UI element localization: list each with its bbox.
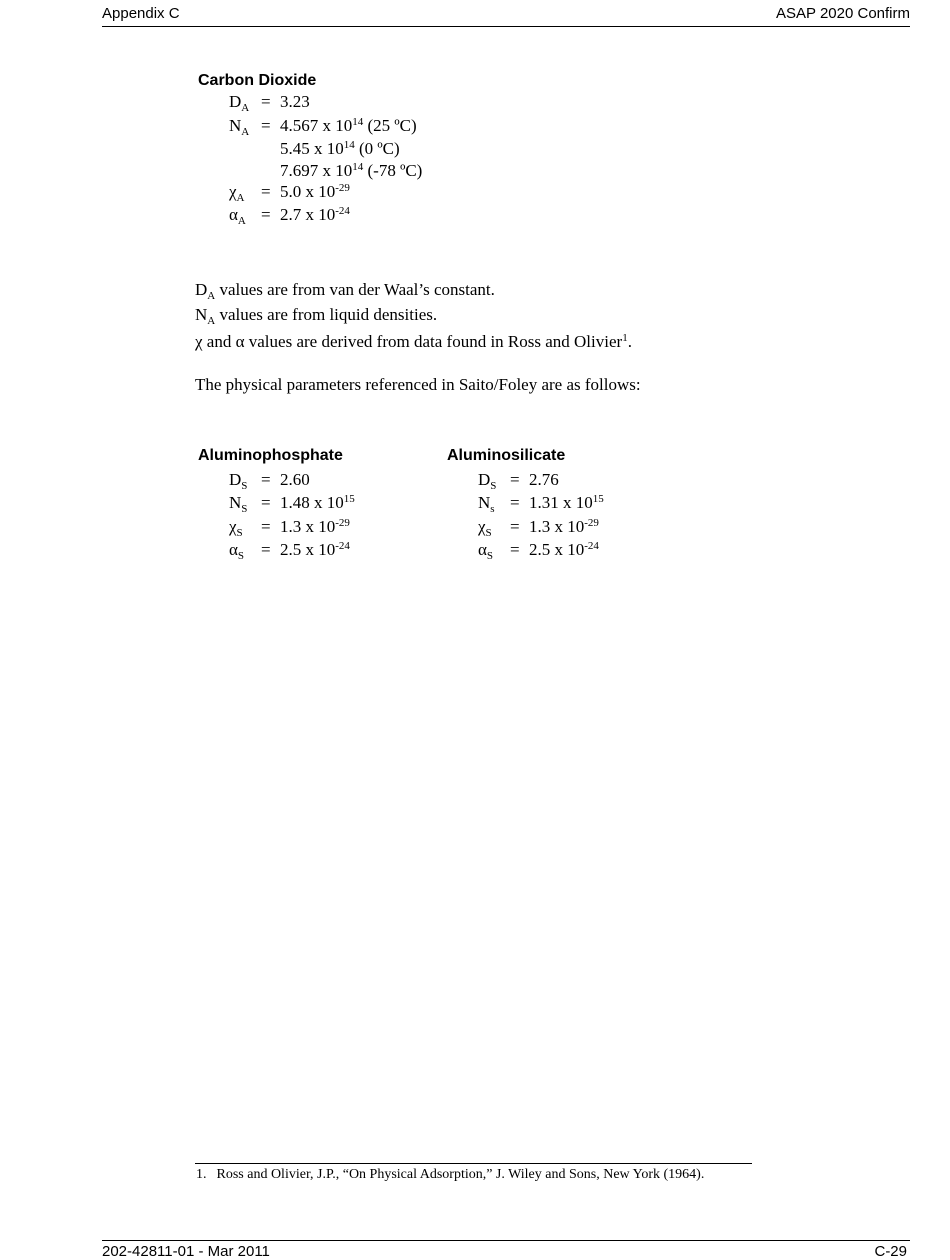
note-chi-alpha: χ and α values are derived from data found in Ross and Olivier$^1$. [195,332,632,351]
aluminophosphate-title: Aluminophosphate [198,447,343,464]
footnote-ref: 1 [622,332,628,344]
header-rule [102,26,910,27]
note-da: $D_A$ values are from van der Waal’s constant. [195,280,495,302]
footnote-rule [195,1163,752,1164]
note-na: $N_A$ values are from liquid densities. [195,305,438,327]
aluminosilicate-title: Aluminosilicate [447,447,566,464]
header-left: Appendix C [102,5,180,22]
page-number: C-29 [874,1243,907,1260]
carbon-dioxide-title: Carbon Dioxide [198,72,317,89]
footnote-number: 1. [196,1167,207,1182]
header-right: ASAP 2020 Confirm [776,5,910,22]
footer-rule [102,1240,910,1241]
aluminophosphate-params: $D_S$ = 2.60 $N_S$ = 1.48 x $10^{15}$ $\chi_S$ = 1.3 x $10^{-29}$ $\alpha_S$ = 2.5 x $10^{-24}$ [229,470,355,562]
footnote [196,1167,704,1183]
aluminosilicate-params: $D_S$ = 2.76 $N_s$ = 1.31 x $10^{15}$ $\chi_S$ = 1.3 x $10^{-29}$ $\alpha_S$ = 2.5 x $10^{-24}$ [478,470,604,562]
note-saito-foley: The physical parameters referenced in Saito/Foley are as follows: [195,375,641,394]
footer-left: 202-42811-01 - Mar 2011 [102,1243,270,1260]
carbon-dioxide-params: $D_A$ = 3.23 $N_A$ = 4.567 x $10^{14}$ (25 ºC) 5.45 x $10^{14}$ (0 ºC) 7.697 x $10^{14}$ (-78 ºC) $\chi_A$ = 5.0 x $10^{-29}$ $\alpha_A$ = 2.7 x $10^{-24}$ [229,92,423,227]
footnote-text: Ross and Olivier, J.P., “On Physical Adsorption,” J. Wiley and Sons, New York (1964). [216,1167,705,1182]
